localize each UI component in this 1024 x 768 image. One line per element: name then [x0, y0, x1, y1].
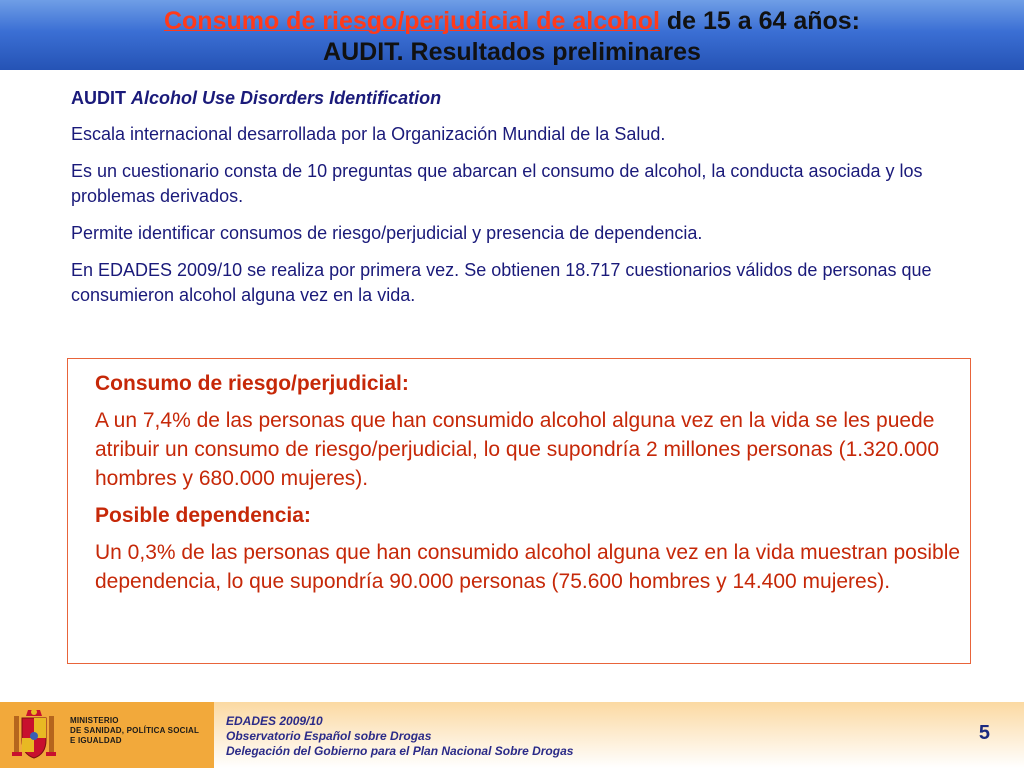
- footer-band: [214, 702, 1024, 768]
- footer-line-2: Observatorio Español sobre Drogas: [226, 729, 432, 743]
- title-highlight: Consumo de riesgo/perjudicial de alcohol: [163, 7, 660, 35]
- audit-label: AUDIT: [71, 88, 126, 108]
- footer-credits: [226, 714, 573, 759]
- coat-of-arms-icon: [6, 706, 62, 764]
- audit-expansion: Alcohol Use Disorders Identification: [131, 88, 442, 108]
- dependence-heading: Posible dependencia:: [95, 504, 311, 527]
- results-box: [67, 358, 971, 664]
- risk-consumption-heading: Consumo de riesgo/perjudicial:: [95, 372, 409, 395]
- title-rest: de 15 a 64 años:: [659, 7, 861, 35]
- intro-text: [71, 86, 951, 320]
- intro-paragraph-1: Escala internacional desarrollada por la Organización Mundial de la Salud.: [71, 124, 666, 144]
- slide-title: [0, 6, 1024, 36]
- slide-subtitle: AUDIT. Resultados preliminares: [323, 38, 701, 66]
- intro-paragraph-4: En EDADES 2009/10 se realiza por primera vez. Se obtienen 18.717 cuestionarios válidos de personas que consumieron alcohol alguna vez en la vida.: [71, 260, 932, 305]
- slide-header: [0, 0, 1024, 70]
- footer-line-3: Delegación del Gobierno para el Plan Nacional Sobre Drogas: [226, 744, 574, 758]
- intro-paragraph-3: Permite identificar consumos de riesgo/perjudicial y presencia de dependencia.: [71, 223, 703, 243]
- dependence-text: Un 0,3% de las personas que han consumido alcohol alguna vez en la vida muestran posible dependencia, lo que supondría 90.000 personas (75.600 hombres y 14.400 mujeres).: [95, 541, 961, 593]
- ministry-name: MINISTERIO DE SANIDAD, POLÍTICA SOCIAL E IGUALDAD: [70, 716, 200, 745]
- page-number: 5: [978, 722, 990, 744]
- audit-heading: [71, 86, 951, 111]
- intro-paragraph-2: Es un cuestionario consta de 10 preguntas que abarcan el consumo de alcohol, la conducta asociada y los problemas derivados.: [71, 161, 923, 206]
- results-content: [95, 369, 967, 604]
- footer-line-1: EDADES 2009/10: [226, 714, 323, 728]
- risk-consumption-text: A un 7,4% de las personas que han consumido alcohol alguna vez en la vida se les puede atribuir un consumo de riesgo/perjudicial, lo que supondría 2 millones personas (1.320.000 hombres y 680.000 mujeres).: [95, 409, 940, 490]
- ministry-logo: [0, 702, 214, 768]
